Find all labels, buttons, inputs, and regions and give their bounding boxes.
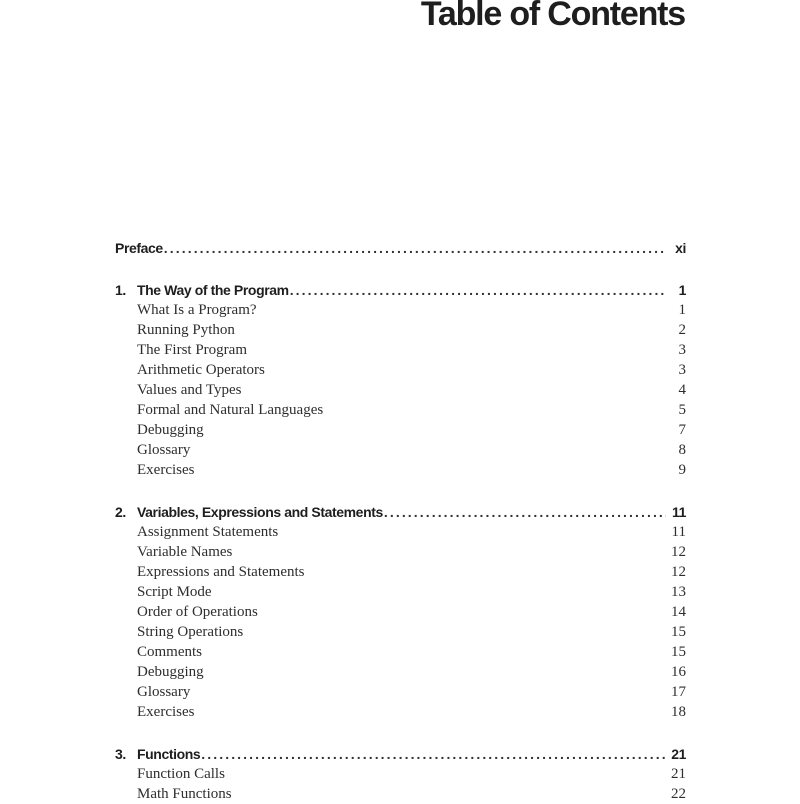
toc-page-number: 13 (671, 584, 686, 600)
toc-section-entry[interactable] (115, 764, 686, 784)
toc-section-entry[interactable] (115, 622, 686, 642)
chapter-number: 3. (115, 746, 126, 762)
section-title: Values and Types (137, 382, 242, 398)
toc-section-entry[interactable] (115, 682, 686, 702)
toc-chapter-heading[interactable] (115, 744, 686, 764)
table-of-contents (115, 238, 686, 804)
section-title: Comments (137, 644, 203, 660)
toc-section-entry[interactable] (115, 784, 686, 804)
toc-section-entry[interactable] (115, 582, 686, 602)
toc-page-number: 2 (678, 322, 686, 338)
toc-section-entry[interactable] (115, 460, 686, 480)
section-title: Expressions and Statements (137, 564, 305, 580)
toc-page-number: 5 (678, 402, 686, 418)
toc-section-entry[interactable] (115, 440, 686, 460)
chapter-list (115, 280, 686, 804)
section-title: What Is a Program? (137, 302, 257, 318)
toc-section-entry[interactable] (115, 300, 686, 320)
section-title: Arithmetic Operators (137, 362, 265, 378)
chapter-title: Functions (137, 746, 201, 762)
toc-chapter (115, 744, 686, 804)
toc-page-number: 4 (678, 382, 686, 398)
dot-leader (164, 238, 666, 258)
toc-page-number: 1 (678, 282, 686, 298)
toc-entry-preface[interactable] (115, 238, 686, 258)
toc-page-number: 11 (671, 524, 686, 540)
toc-page-number: 9 (678, 462, 686, 478)
page-title: Table of Contents (420, 0, 685, 33)
section-title: Variable Names (137, 544, 233, 560)
section-title: Order of Operations (137, 604, 258, 620)
toc-page-number: 17 (671, 684, 686, 700)
toc-page-number: 3 (678, 342, 686, 358)
toc-page-number: 21 (671, 766, 686, 782)
toc-page-number: xi (675, 240, 686, 256)
dot-leader (201, 744, 665, 764)
chapter-title: The Way of the Program (137, 282, 289, 298)
toc-page-number: 18 (671, 704, 686, 720)
toc-page-number: 16 (671, 664, 686, 680)
toc-section-entry[interactable] (115, 340, 686, 360)
toc-page-number: 1 (678, 302, 686, 318)
toc-chapter (115, 280, 686, 480)
section-title: Assignment Statements (137, 524, 279, 540)
section-title: Running Python (137, 322, 235, 338)
dot-leader (290, 280, 666, 300)
toc-chapter (115, 502, 686, 722)
toc-page-number: 14 (671, 604, 686, 620)
toc-entry-label: Preface (115, 240, 163, 256)
section-title: Exercises (137, 704, 195, 720)
toc-page-number: 12 (671, 544, 686, 560)
section-title: Debugging (137, 422, 204, 438)
toc-page-number: 8 (678, 442, 686, 458)
toc-page-number: 22 (671, 786, 686, 802)
section-title: Glossary (137, 442, 191, 458)
toc-page-number: 3 (678, 362, 686, 378)
toc-section-entry[interactable] (115, 380, 686, 400)
chapter-number: 2. (115, 504, 126, 520)
section-title: String Operations (137, 624, 244, 640)
section-title: Function Calls (137, 766, 225, 782)
section-title: The First Program (137, 342, 247, 358)
toc-page-number: 15 (671, 644, 686, 660)
toc-section-entry[interactable] (115, 562, 686, 582)
toc-section-entry[interactable] (115, 400, 686, 420)
toc-section-entry[interactable] (115, 602, 686, 622)
dot-leader (384, 502, 666, 522)
toc-section-entry[interactable] (115, 320, 686, 340)
section-title: Script Mode (137, 584, 212, 600)
toc-page-number: 11 (672, 504, 686, 520)
toc-page-number: 12 (671, 564, 686, 580)
section-title: Debugging (137, 664, 204, 680)
toc-section-entry[interactable] (115, 542, 686, 562)
section-title: Math Functions (137, 786, 232, 802)
toc-section-entry[interactable] (115, 360, 686, 380)
section-title: Exercises (137, 462, 195, 478)
toc-chapter-heading[interactable] (115, 280, 686, 300)
toc-page-number: 15 (671, 624, 686, 640)
toc-page-number: 7 (678, 422, 686, 438)
section-title: Glossary (137, 684, 191, 700)
chapter-title: Variables, Expressions and Statements (137, 504, 383, 520)
toc-page-number: 21 (671, 746, 686, 762)
toc-section-entry[interactable] (115, 420, 686, 440)
section-title: Formal and Natural Languages (137, 402, 324, 418)
toc-section-entry[interactable] (115, 702, 686, 722)
toc-chapter-heading[interactable] (115, 502, 686, 522)
toc-section-entry[interactable] (115, 662, 686, 682)
toc-section-entry[interactable] (115, 522, 686, 542)
chapter-number: 1. (115, 282, 126, 298)
toc-section-entry[interactable] (115, 642, 686, 662)
